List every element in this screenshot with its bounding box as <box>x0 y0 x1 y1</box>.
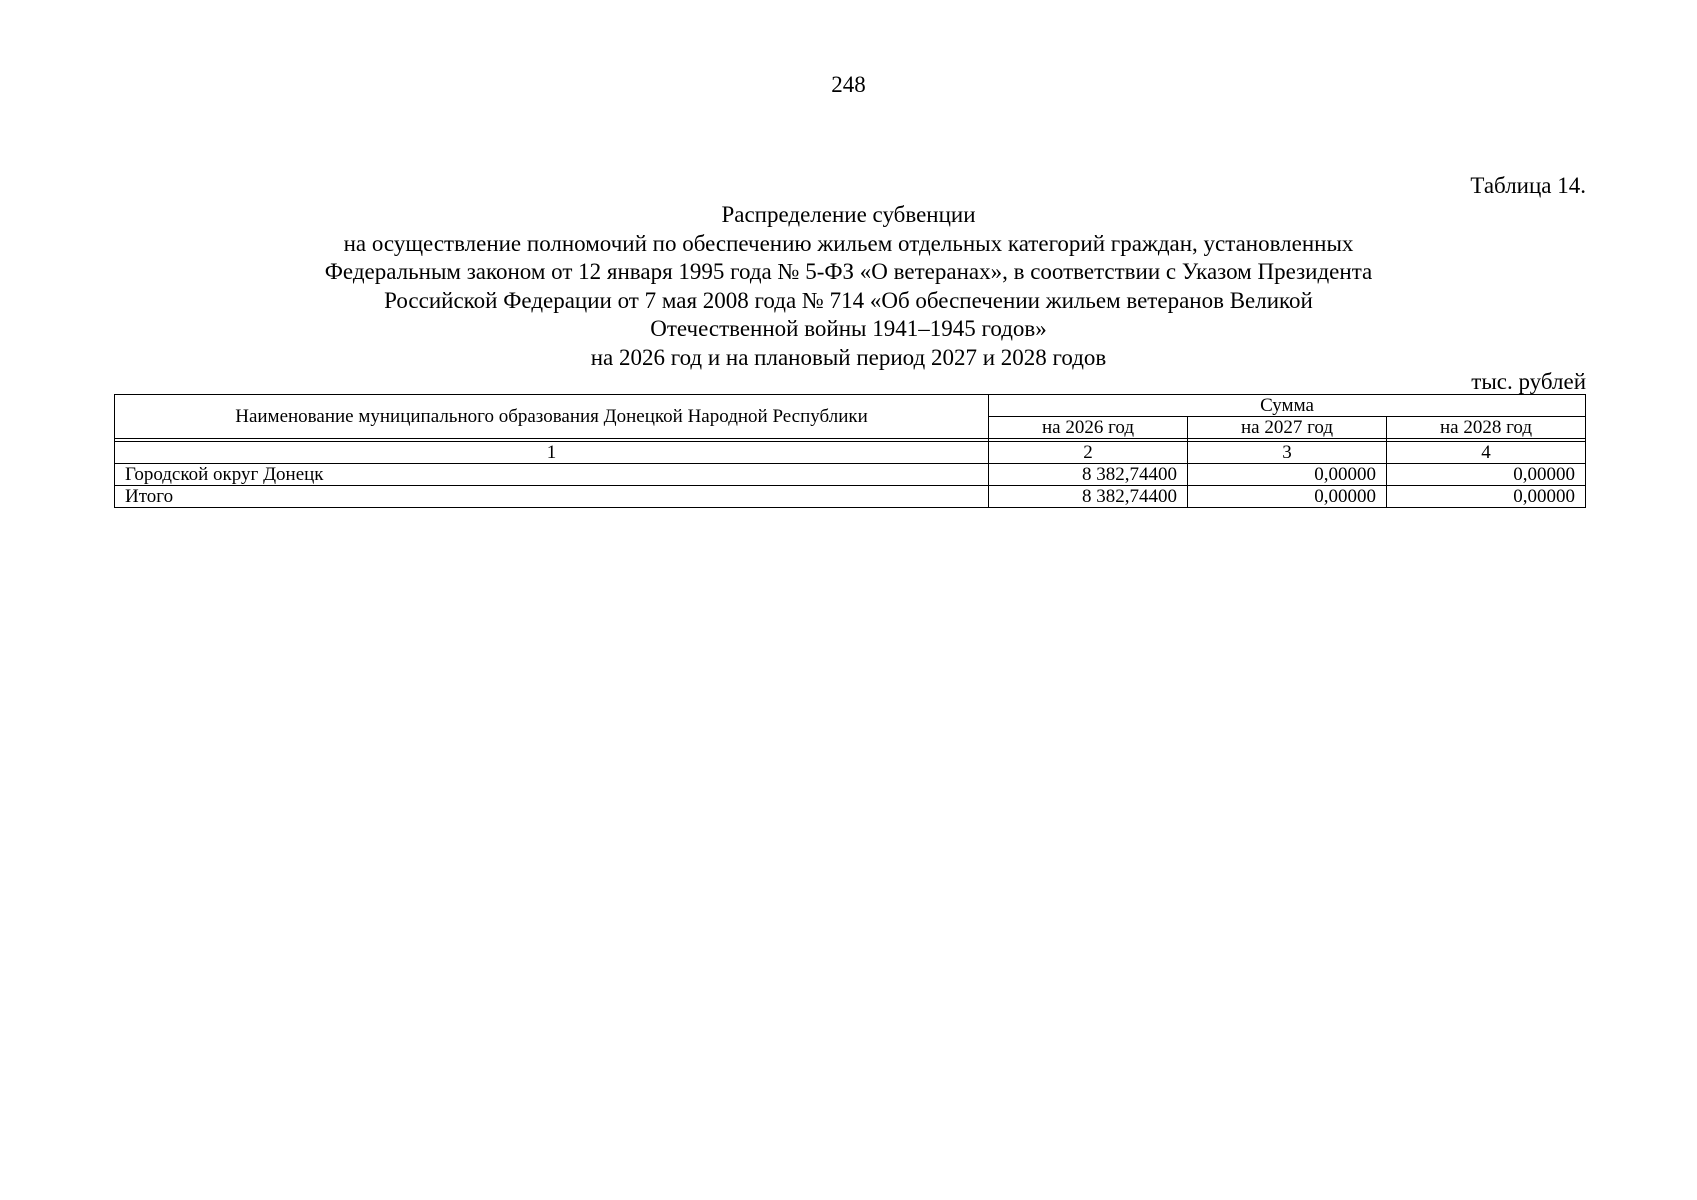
row-name: Городской округ Донецк <box>115 464 989 486</box>
title-line: Федеральным законом от 12 января 1995 года № 5-ФЗ «О ветеранах», в соответствии с Указом Президента <box>324 259 1373 284</box>
value-2028: 0,00000 <box>1387 464 1586 486</box>
distribution-table <box>114 394 1586 508</box>
header-name-column: Наименование муниципального образования Донецкой Народной Республики <box>115 395 989 439</box>
title-line: на осуществление полномочий по обеспечению жильем отдельных категорий граждан, установленных <box>343 230 1354 256</box>
subvention-table <box>114 394 1586 508</box>
page-number: 248 <box>831 72 866 97</box>
value-2026: 8 382,74400 <box>989 464 1188 486</box>
total-row <box>115 486 1586 508</box>
column-number: 2 <box>989 442 1188 464</box>
column-number: 4 <box>1387 442 1586 464</box>
title-line: Распределение субвенции <box>721 202 976 227</box>
row-name: Итого <box>115 486 989 508</box>
header-year-2028: на 2028 год <box>1387 417 1586 439</box>
header-sum-group: Сумма <box>989 395 1586 417</box>
header-row-group <box>115 395 1586 417</box>
title-line: Российской Федерации от 7 мая 2008 года № 714 «Об обеспечении жильем ветеранов Великой <box>384 287 1313 313</box>
title-line: Отечественной войны 1941–1945 годов» <box>650 316 1047 341</box>
document-title <box>200 201 1497 372</box>
table-row <box>115 464 1586 486</box>
header-year-2027: на 2027 год <box>1188 417 1387 439</box>
value-2027: 0,00000 <box>1188 486 1387 508</box>
value-2026: 8 382,74400 <box>989 486 1188 508</box>
header-year-2026: на 2026 год <box>989 417 1188 439</box>
title-line: на 2026 год и на плановый период 2027 и 2028 годов <box>590 344 1107 370</box>
column-number: 3 <box>1188 442 1387 464</box>
table-label: Таблица 14. <box>1470 173 1586 198</box>
value-2028: 0,00000 <box>1387 486 1586 508</box>
value-2027: 0,00000 <box>1188 464 1387 486</box>
column-number: 1 <box>115 442 989 464</box>
units-label: тыс. рублей <box>1471 369 1586 394</box>
column-number-row <box>115 442 1586 464</box>
